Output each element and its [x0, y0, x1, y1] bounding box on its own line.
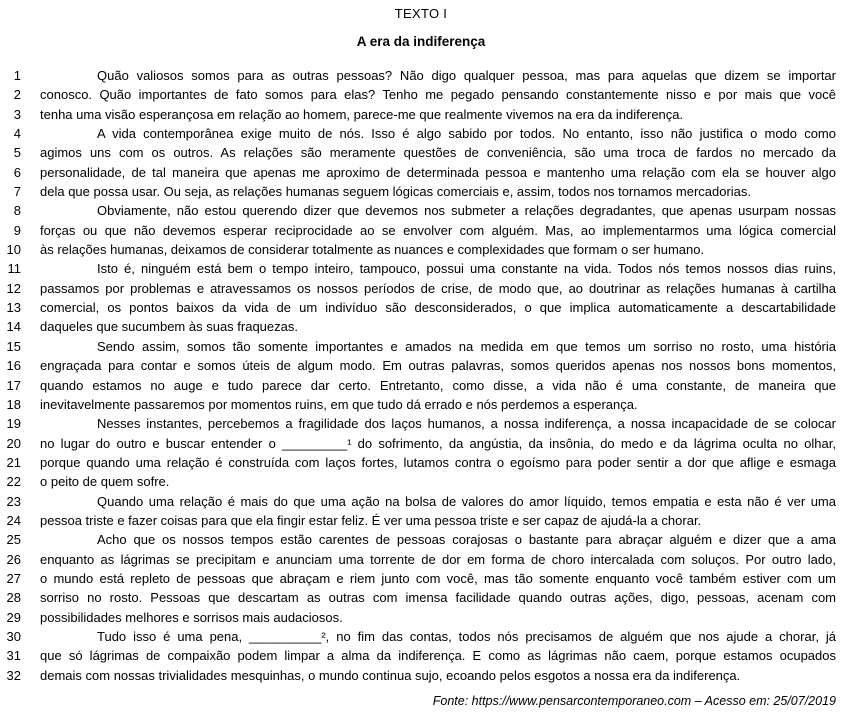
line-number: 22 [6, 474, 21, 490]
line-text: às relações humanas, deixamos de considerar totalmente as nuances e complexidades que formam o ser humano. [40, 242, 705, 258]
text-line [0, 627, 842, 646]
line-text: possibilidades melhores e sorrisos mais audaciosos. [40, 609, 343, 625]
text-title: A era da indiferença [356, 34, 486, 49]
text-line [0, 434, 842, 453]
text-line [0, 492, 842, 511]
line-number: 2 [13, 87, 21, 103]
text-number-heading: TEXTO I [394, 6, 448, 21]
text-line [0, 569, 842, 588]
line-number: 5 [13, 145, 21, 161]
line-number: 6 [13, 164, 21, 180]
text-line [0, 259, 842, 278]
text-line [0, 298, 842, 317]
line-number: 30 [6, 628, 21, 644]
text-line [0, 395, 842, 414]
line-number: 19 [6, 416, 21, 432]
line-number: 1 [13, 68, 21, 83]
line-text: forças ou que não devemos esperar reciprocidade ao se envolver com alguém. Mas, ao implementarmos uma lógica comercial [40, 222, 836, 238]
line-text: tenha uma visão esperançosa em relação ao homem, parece-me que realmente vivemos na era da indiferença. [40, 106, 684, 122]
text-line [0, 66, 842, 85]
line-number: 32 [6, 667, 21, 683]
text-line [0, 337, 842, 356]
text-line [0, 646, 842, 665]
line-text: que só lágrimas de compaixão podem limpar a alma da indiferença. E como as lágrimas não caem, porque estamos ocupados [40, 648, 836, 664]
text-line [0, 472, 842, 491]
line-number: 4 [13, 126, 21, 142]
line-text: no lugar do outro e buscar entender o _________¹ do sofrimento, da angústia, da insônia, do medo e da lágrima oculta no olhar, [40, 435, 836, 451]
text-line [0, 414, 842, 433]
line-text: porque quando uma relação é construída com laços fortes, lutamos contra o egoísmo para poder sentir a dor que aflige e esmaga [40, 454, 836, 470]
line-text: Nesses instantes, percebemos a fragilidade dos laços humanos, a nossa indiferença, a nossa incapacidade de se colocar [97, 416, 836, 432]
text-line [0, 105, 842, 124]
line-text: demais com nossas trivialidades mesquinhas, o mundo continua sujo, ecoando pelos esgotos a nossa era da indiferença. [40, 667, 741, 683]
line-text: quando estamos no auge e tudo parece dar certo. Entretanto, como disse, a vida não é uma constante, de maneira que [40, 377, 836, 393]
line-number: 8 [13, 203, 21, 219]
line-number: 29 [6, 609, 21, 625]
line-number: 26 [6, 551, 21, 567]
line-number: 28 [6, 590, 21, 606]
line-text: o mundo está repleto de pessoas que abraçam e riem junto com você, mas tão somente enquanto você também estiver com um [40, 570, 836, 586]
text-line [0, 317, 842, 336]
line-text: Acho que os nossos tempos estão carentes de pessoas corajosas o bastante para abraçar alguém e dizer que a ama [97, 532, 836, 548]
line-text: sorriso no rosto. Pessoas que descartam as outras com imensa facilidade quando outras ações, digo, pessoas, acenam com [40, 590, 836, 606]
text-line [0, 356, 842, 375]
line-text: A vida contemporânea exige muito de nós. Isso é algo sabido por todos. No entanto, isso não justifica o modo como [97, 126, 836, 142]
text-line [0, 550, 842, 569]
text-line [0, 608, 842, 627]
line-number: 31 [6, 648, 21, 664]
line-text: dela que possa usar. Ou seja, as relações humanas seguem lógicas comerciais e, assim, todos nos tornamos mercadorias. [40, 184, 752, 200]
line-number: 9 [13, 222, 21, 238]
line-text: Quão valiosos somos para as outras pessoas? Não digo qualquer pessoa, mas para aquelas que dizem se importar [97, 68, 836, 83]
line-text: inevitavelmente passaremos por momentos ruins, em que tudo dá errado e nós perdemos a esperança. [40, 396, 638, 412]
line-text: Isto é, ninguém está bem o tempo inteiro, tampouco, possui uma constante na vida. Todos nós temos nossos dias ruins, [97, 261, 836, 277]
line-text: personalidade, de tal maneira que apenas me aproximo de determinada pessoa e mantenho uma relação com ela se houver algo [40, 164, 836, 180]
text-line [0, 163, 842, 182]
text-line [0, 240, 842, 259]
line-text: conosco. Quão importantes de fato somos para elas? Tenho me pegado pensando constantemente nisso e por mais que você [40, 87, 836, 103]
line-number: 23 [6, 493, 21, 509]
text-line [0, 85, 842, 104]
line-text: engraçada para contar e somos úteis de algum modo. Em outras palavras, somos queridos apenas nos nossos bons momentos, [40, 358, 836, 374]
line-number: 27 [6, 570, 21, 586]
text-body [0, 66, 842, 685]
text-line [0, 182, 842, 201]
line-text: enquanto as lágrimas se precipitam e anunciam uma torrente de dor em forma de choro intercalada com soluços. Por outro lado, [40, 551, 836, 567]
text-line [0, 666, 842, 685]
line-text: agimos uns com os outros. As relações são meramente questões de conveniência, são uma troca de fardos no mercado da [40, 145, 836, 161]
line-text: Sendo assim, somos tão somente importantes e amados na medida em que temos um sorriso no rosto, uma história [97, 338, 836, 354]
line-number: 10 [6, 242, 21, 258]
text-line [0, 124, 842, 143]
line-number: 21 [6, 454, 21, 470]
line-text: comercial, os pontos baixos da vida de um indivíduo são desconsiderados, o que implica automaticamente a descartabilidade [40, 300, 836, 316]
line-number: 24 [6, 512, 21, 528]
text-line [0, 511, 842, 530]
text-line [0, 279, 842, 298]
text-line [0, 221, 842, 240]
text-line [0, 530, 842, 549]
line-number: 12 [6, 280, 21, 296]
line-number: 13 [6, 300, 21, 316]
line-number: 18 [6, 396, 21, 412]
line-number: 15 [6, 338, 21, 354]
text-line [0, 588, 842, 607]
line-number: 7 [13, 184, 21, 200]
line-number: 16 [6, 358, 21, 374]
line-number: 14 [6, 319, 21, 335]
line-text: Quando uma relação é mais do que uma ação na bolsa de valores do amor líquido, temos empatia e esta não é ver uma [97, 493, 836, 509]
line-text: Obviamente, não estou querendo dizer que devemos nos submeter a relações degradantes, que apenas usurpam nossas [97, 203, 836, 219]
line-text: o peito de quem sofre. [40, 474, 170, 490]
line-text: daqueles que sucumbem às suas fraquezas. [40, 319, 298, 335]
line-text: Tudo isso é uma pena, __________², no fim das contas, todos nós precisamos de alguém que nos ajude a chorar, já [97, 628, 836, 644]
text-line [0, 376, 842, 395]
text-line [0, 201, 842, 220]
line-number: 17 [6, 377, 21, 393]
line-number: 25 [6, 532, 21, 548]
text-line [0, 453, 842, 472]
line-text: pessoa triste e fazer coisas para que ela fingir estar feliz. É ver uma pessoa triste e ser capaz de ajudá-la a chorar. [40, 512, 702, 528]
text-line [0, 143, 842, 162]
line-number: 20 [6, 435, 21, 451]
line-number: 3 [13, 106, 21, 122]
line-text: passamos por problemas e atravessamos os nossos períodos de crise, de modo que, ao doutrinar as relações humanas à cartilha [40, 280, 836, 296]
line-number: 11 [7, 261, 21, 277]
source-citation: Fonte: https://www.pensarcontemporaneo.com – Acesso em: 25/07/2019 [432, 694, 836, 708]
